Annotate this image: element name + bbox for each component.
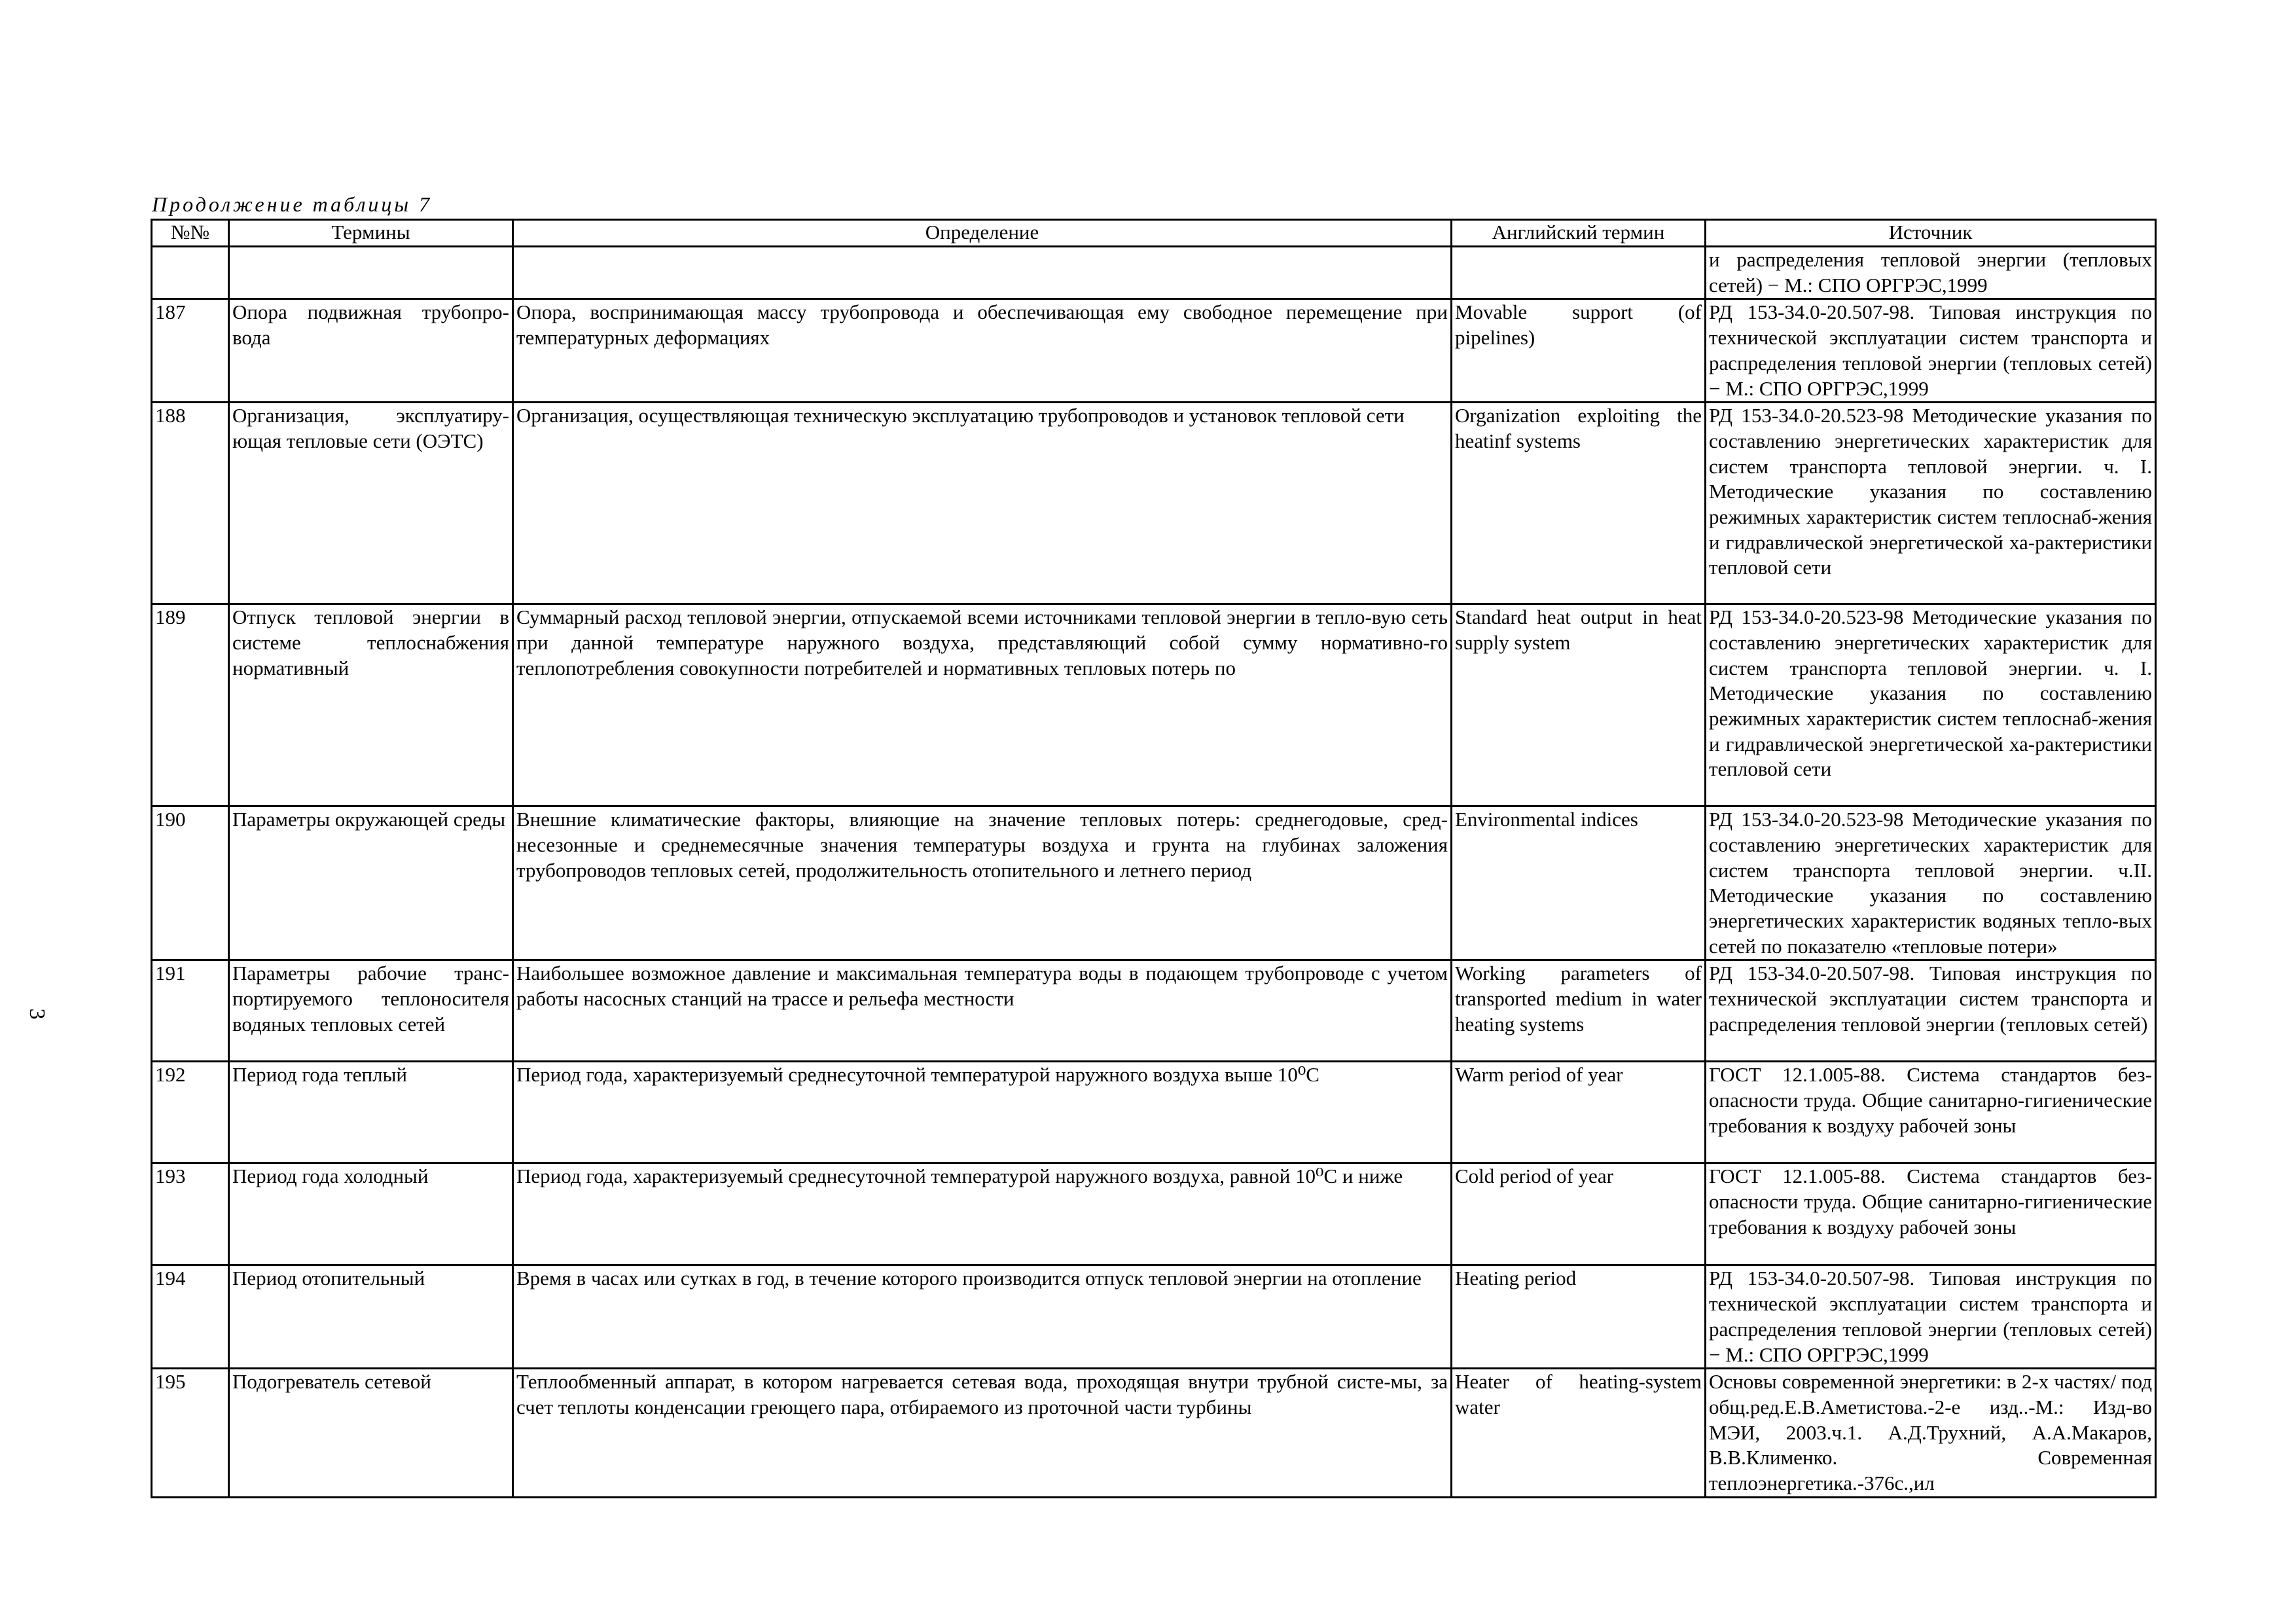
cell-num: 194: [152, 1265, 229, 1369]
cell-english: Heating period: [1452, 1265, 1706, 1369]
side-page-number: 3: [25, 1008, 49, 1020]
cell-definition: Теплообменный аппарат, в котором нагревается сетевая вода, проходящая внутри трубной систе-мы, за счет теплоты конденсации греющего пара, отбираемого из проточной части турбины: [513, 1369, 1452, 1498]
cell-term: Опора подвижная трубопро-вода: [229, 299, 513, 403]
table-row: [152, 299, 2156, 403]
cell-english: Organization exploiting the heatinf systems: [1452, 403, 1706, 604]
cell-num: 193: [152, 1163, 229, 1265]
cell-term: Период года холодный: [229, 1163, 513, 1265]
header-source: Источник: [1706, 220, 2156, 247]
table-row: [152, 960, 2156, 1062]
table-row: [152, 1163, 2156, 1265]
cell-english: Cold period of year: [1452, 1163, 1706, 1265]
cell-definition: Наибольшее возможное давление и максимальная температура воды в подающем трубопроводе с учетом работы насосных станций на трассе и рельефа местности: [513, 960, 1452, 1062]
cell-source: РД 153-34.0-20.523-98 Методические указания по составлению энергетических характеристик для систем транспорта тепловой энергии. ч. I. Методические указания по составлению режимных характеристик систем теплоснаб-жения и гидравлической энергетической ха-рактеристики тепловой сети: [1706, 604, 2156, 806]
cell-source: РД 153-34.0-20.507-98. Типовая инструкция по технической эксплуатации систем транспорта и распределения тепловой энергии (тепловых сетей): [1706, 960, 2156, 1062]
cell-source: РД 153-34.0-20.507-98. Типовая инструкция по технической эксплуатации систем транспорта и распределения тепловой энергии (тепловых сетей) − М.: СПО ОРГРЭС,1999: [1706, 299, 2156, 403]
table-row: [152, 403, 2156, 604]
cell-term: Организация, эксплуатиру-ющая тепловые сети (ОЭТС): [229, 403, 513, 604]
table-header-row: [152, 220, 2156, 247]
cell-source: РД 153-34.0-20.523-98 Методические указания по составлению энергетических характеристик для систем транспорта тепловой энергии. ч. I. Методические указания по составлению режимных характеристик систем теплоснаб-жения и гидравлической энергетической ха-рактеристики тепловой сети: [1706, 403, 2156, 604]
header-english: Английский термин: [1452, 220, 1706, 247]
table-row: [152, 1062, 2156, 1163]
cell-term: Период отопительный: [229, 1265, 513, 1369]
cell-english: Warm period of year: [1452, 1062, 1706, 1163]
table-row: [152, 247, 2156, 299]
cell-num: 189: [152, 604, 229, 806]
table-caption: Продолжение таблицы 7: [152, 192, 433, 216]
cell-english: Standard heat output in heat supply system: [1452, 604, 1706, 806]
header-term: Термины: [229, 220, 513, 247]
cell-definition: Время в часах или сутках в год, в течение которого производится отпуск тепловой энергии на отопление: [513, 1265, 1452, 1369]
cell-source: РД 153-34.0-20.523-98 Методические указания по составлению энергетических характеристик для систем транспорта тепловой энергии. ч.II. Методические указания по составлению энергетических характеристик водяных тепло-вых сетей по показателю «тепловые потери»: [1706, 806, 2156, 960]
cell-definition: Организация, осуществляющая техническую эксплуатацию трубопроводов и установок тепловой сети: [513, 403, 1452, 604]
cell-source: и распределения тепловой энергии (тепловых сетей) − М.: СПО ОРГРЭС,1999: [1706, 247, 2156, 299]
cell-definition: Период года, характеризуемый среднесуточной температурой наружного воздуха, равной 10⁰С и ниже: [513, 1163, 1452, 1265]
cell-num: 187: [152, 299, 229, 403]
cell-term: Подогреватель сетевой: [229, 1369, 513, 1498]
cell-term: [229, 247, 513, 299]
cell-num: 188: [152, 403, 229, 604]
header-definition: Определение: [513, 220, 1452, 247]
cell-source: ГОСТ 12.1.005-88. Система стандартов без-опасности труда. Общие санитарно-гигиенические требования к воздуху рабочей зоны: [1706, 1163, 2156, 1265]
cell-num: 192: [152, 1062, 229, 1163]
table-row: [152, 1369, 2156, 1498]
cell-english: Heater of heating-system water: [1452, 1369, 1706, 1498]
cell-definition: Суммарный расход тепловой энергии, отпускаемой всеми источниками тепловой энергии в тепло-вую сеть при данной температуре наружного воздуха, представляющий собой сумму нормативно-го теплопотребления совокупности потребителей и нормативных тепловых потерь по: [513, 604, 1452, 806]
table-row: [152, 1265, 2156, 1369]
cell-definition: [513, 247, 1452, 299]
cell-english: Working parameters of transported medium in water heating systems: [1452, 960, 1706, 1062]
terms-table: [151, 219, 2157, 1498]
cell-english: [1452, 247, 1706, 299]
cell-source: ГОСТ 12.1.005-88. Система стандартов без-опасности труда. Общие санитарно-гигиенические требования к воздуху рабочей зоны: [1706, 1062, 2156, 1163]
cell-english: Environmental indices: [1452, 806, 1706, 960]
cell-definition: Период года, характеризуемый среднесуточной температурой наружного воздуха выше 10⁰С: [513, 1062, 1452, 1163]
cell-definition: Внешние климатические факторы, влияющие на значение тепловых потерь: среднегодовые, сред-несезонные и среднемесячные значения температуры воздуха и грунта на глубинах заложения трубопроводов тепловых сетей, продолжительность отопительного и летнего период: [513, 806, 1452, 960]
cell-num: [152, 247, 229, 299]
cell-source: Основы современной энергетики: в 2-х частях/ под общ.ред.Е.В.Аметистова.-2-е изд..-М.: Изд-во МЭИ, 2003.ч.1. А.Д.Трухний, А.А.Макаров, В.В.Клименко. Современная теплоэнергетика.-376с.,ил: [1706, 1369, 2156, 1498]
table-row: [152, 806, 2156, 960]
cell-source: РД 153-34.0-20.507-98. Типовая инструкция по технической эксплуатации систем транспорта и распределения тепловой энергии (тепловых сетей) − М.: СПО ОРГРЭС,1999: [1706, 1265, 2156, 1369]
cell-num: 191: [152, 960, 229, 1062]
cell-term: Параметры рабочие транс-портируемого теплоносителя водяных тепловых сетей: [229, 960, 513, 1062]
cell-num: 195: [152, 1369, 229, 1498]
cell-num: 190: [152, 806, 229, 960]
cell-term: Период года теплый: [229, 1062, 513, 1163]
cell-english: Movable support (of pipelines): [1452, 299, 1706, 403]
cell-term: Отпуск тепловой энергии в системе теплоснабжения нормативный: [229, 604, 513, 806]
table-row: [152, 604, 2156, 806]
cell-term: Параметры окружающей среды: [229, 806, 513, 960]
cell-definition: Опора, воспринимающая массу трубопровода и обеспечивающая ему свободное перемещение при температурных деформациях: [513, 299, 1452, 403]
header-num: №№: [152, 220, 229, 247]
